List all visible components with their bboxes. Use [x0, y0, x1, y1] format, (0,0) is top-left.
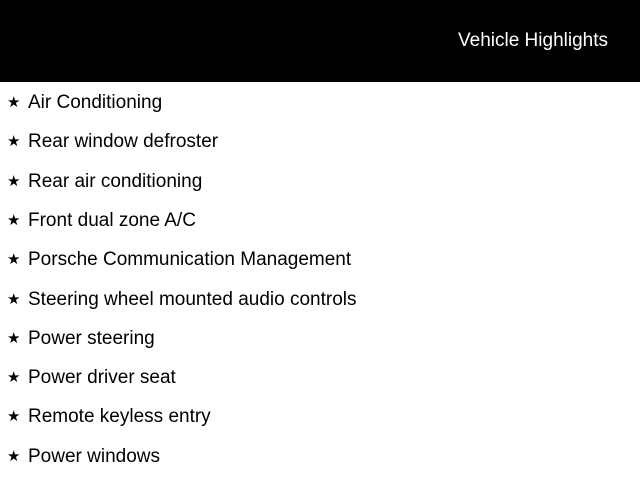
- list-item-label: Power steering: [28, 327, 155, 349]
- list-item: [0, 130, 640, 154]
- list-item: [0, 327, 640, 351]
- list-item-label: Porsche Communication Management: [28, 249, 352, 271]
- list-item: [0, 209, 640, 233]
- star-icon: ★: [7, 446, 21, 465]
- list-item-label: Power driver seat: [28, 367, 176, 389]
- list-item: [0, 366, 640, 390]
- star-icon: ★: [7, 132, 21, 151]
- list-item: [0, 170, 640, 194]
- star-icon: ★: [7, 210, 21, 229]
- list-item-label: Remote keyless entry: [28, 406, 211, 428]
- list-item-label: Power windows: [28, 445, 160, 467]
- list-item: [0, 288, 640, 312]
- list-item-label: Steering wheel mounted audio controls: [28, 288, 357, 310]
- star-icon: ★: [7, 250, 21, 269]
- list-item-label: Rear air conditioning: [28, 170, 203, 192]
- list-item-label: Front dual zone A/C: [28, 209, 196, 231]
- list-item-label: Air Conditioning: [28, 92, 163, 113]
- star-icon: ★: [7, 171, 21, 190]
- star-icon: ★: [7, 407, 21, 426]
- star-icon: ★: [7, 93, 21, 111]
- star-icon: ★: [7, 328, 21, 347]
- star-icon: ★: [7, 289, 21, 308]
- page-title: Vehicle Highlights: [458, 30, 608, 51]
- list-item: [0, 91, 640, 115]
- list-item: [0, 405, 640, 429]
- list-item: [0, 248, 640, 272]
- list-item-label: Rear window defroster: [28, 131, 219, 153]
- list-item: [0, 445, 640, 469]
- header-bar: [0, 0, 640, 82]
- star-icon: ★: [7, 368, 21, 387]
